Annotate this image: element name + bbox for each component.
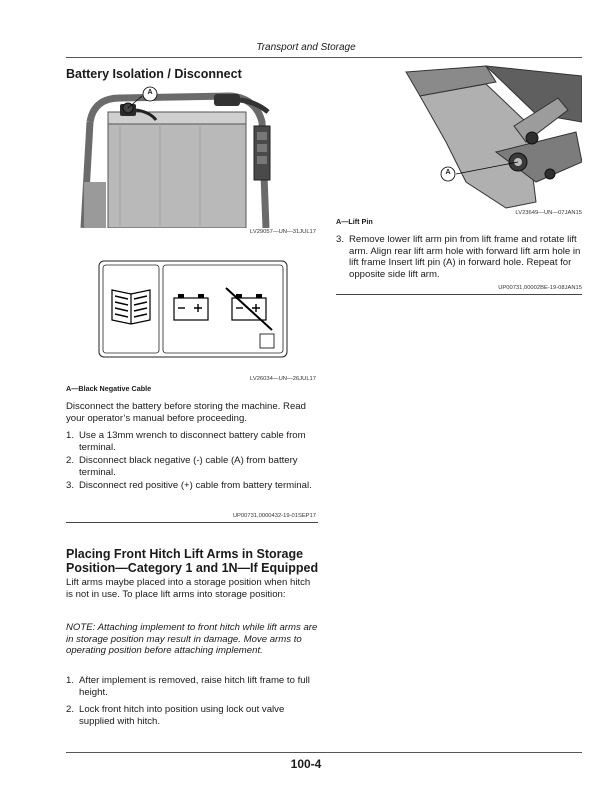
hitch-note: NOTE: Attaching implement to front hitch while lift arms are in storage position may result in damage. Move arms to operating position before attaching implement. [66, 622, 318, 656]
battery-footer-reference: UP00731,0000432-19-01SEP17 [232, 513, 316, 519]
battery-photo [80, 82, 280, 228]
battery-intro-text: Disconnect the battery before storing the machine. Read your operator’s manual before proceeding. [66, 401, 306, 424]
callout-a-battery: A [147, 89, 153, 96]
section-title-battery: Battery Isolation / Disconnect [66, 67, 242, 81]
list-item: 3. Disconnect red positive (+) cable from battery terminal. [66, 480, 312, 491]
footer-divider [66, 752, 582, 753]
list-item: 1. Use a 13mm wrench to disconnect battery cable from terminal. [66, 430, 306, 453]
page-number: 100-4 [290, 757, 322, 771]
section-title-line1: Placing Front Hitch Lift Arms in Storage [66, 547, 304, 561]
section-title-hitch [66, 547, 326, 575]
battery-steps-list [66, 430, 318, 494]
figure2-reference: LV26034—UN—26JUL17 [250, 376, 316, 382]
section-title-line2: Position—Category 1 and 1N—If Equipped [66, 561, 319, 575]
lift-arm-photo [336, 62, 582, 210]
safety-decal [98, 260, 288, 358]
figure1-reference: LV29057—UN—31JUL17 [250, 229, 316, 235]
lift-arm-figure-reference: LV23649—UN—07JAN15 [515, 210, 582, 216]
header-divider [66, 57, 582, 58]
battery-icon [174, 294, 208, 320]
hitch-steps-list [66, 675, 318, 729]
list-item: 3. Remove lower lift arm pin from lift frame and rotate lift arm. Align rear lift arm hole with forward lift arm hole in lift frame Insert lift pin (A) in forward hole. Repeat for opposite side lift arm. [336, 234, 581, 280]
section-divider [66, 522, 318, 523]
figure-caption-battery: A—Black Negative Cable [66, 384, 152, 393]
running-header: Transport and Storage [256, 42, 356, 53]
lift-arm-steps-list [336, 234, 582, 282]
manual-book-icon [112, 290, 150, 324]
figure-caption-liftpin: A—Lift Pin [336, 217, 373, 226]
list-item: 2. Disconnect black negative (-) cable (A) from battery terminal. [66, 455, 298, 478]
right-section-divider [336, 294, 582, 295]
hitch-intro-text: Lift arms maybe placed into a storage position when hitch is not in use. To place lift arms into storage position: [66, 577, 311, 600]
lift-arm-footer-reference: UP00731,00002BE-19-08JAN15 [498, 285, 582, 291]
callout-a-liftpin: A [445, 169, 451, 176]
list-item: 1. After implement is removed, raise hitch lift frame to full height. [66, 675, 310, 698]
list-item: 2. Lock front hitch into position using lock out valve supplied with hitch. [66, 704, 285, 727]
